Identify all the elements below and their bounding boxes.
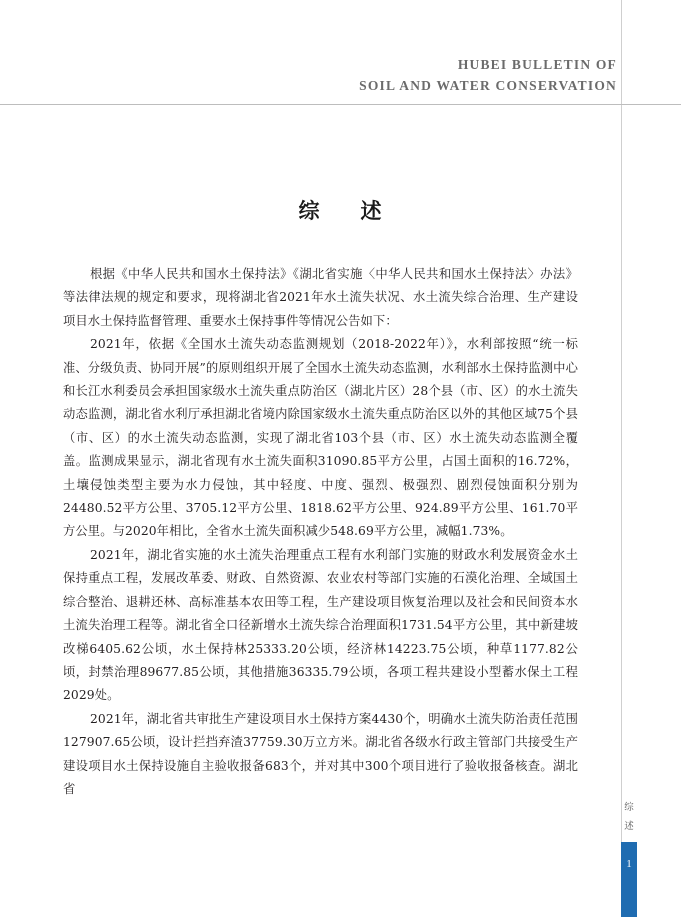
journal-header <box>359 54 617 96</box>
page-title-char-1: 综 <box>298 199 321 223</box>
page-title-char-2: 述 <box>360 199 383 223</box>
header-divider-line <box>0 104 681 105</box>
journal-title-line-1: HUBEI BULLETIN OF <box>457 57 617 72</box>
paragraph-projects: 2021年，湖北省共审批生产建设项目水土保持方案4430个，明确水土流失防治责任范围127907.65公顷，设计拦挡弃渣37759.30万立方米。湖北省各级水行政主管部门共接受生产建设项目水土保持设施自主验收报备683个，并对其中300个项目进行了验收报备核查。湖北省 <box>63 711 578 796</box>
section-side-label-char-1: 综 <box>624 802 634 813</box>
margin-divider-line <box>621 0 622 917</box>
journal-title-line-2: SOIL AND WATER CONSERVATION <box>359 78 617 93</box>
page-number: 1 <box>626 858 632 870</box>
paragraph-intro: 根据《中华人民共和国水土保持法》《湖北省实施〈中华人民共和国水土保持法〉办法》等法律法规的规定和要求，现将湖北省2021年水土流失状况、水土流失综合治理、生产建设项目水土保持监督管理、重要水土保持事件等情况公告如下： <box>63 267 578 328</box>
page-title <box>0 195 681 225</box>
section-side-label <box>621 798 637 836</box>
body-text <box>63 263 578 801</box>
section-side-label-char-2: 述 <box>624 821 634 832</box>
paragraph-treatment: 2021年，湖北省实施的水土流失治理重点工程有水利部门实施的财政水利发展资金水土保持重点工程，发展改革委、财政、自然资源、农业农村等部门实施的石漠化治理、全域国土综合整治、退耕还林、高标准基本农田等工程，生产建设项目恢复治理以及社会和民间资本水土流失治理工程等。湖北省全口径新增水土流失综合治理面积1731.54平方公里，其中新建坡改梯6405.62公顷，水土保持林25333.20公顷，经济林14223.75公顷，种草1177.82公顷，封禁治理89677.85公顷，其他措施36335.79公顷，各项工程共建设小型蓄水保土工程2029处。 <box>63 547 578 703</box>
paragraph-monitoring: 2021年，依据《全国水土流失动态监测规划（2018-2022年）》，水利部按照“统一标准、分级负责、协同开展”的原则组织开展了全国水土流失动态监测，水利部水土保持监测中心和长江水利委员会承担国家级水土流失重点防治区（湖北片区）28个县（市、区）的水土流失动态监测，湖北省水利厅承担湖北省境内除国家级水土流失重点防治区以外的其他区域75个县（市、区）的水土流失动态监测，实现了湖北省103个县（市、区）水土流失动态监测全覆盖。监测成果显示，湖北省现有水土流失面积31090.85平方公里，占国土面积的16.72%，土壤侵蚀类型主要为水力侵蚀，其中轻度、中度、强烈、极强烈、剧烈侵蚀面积分别为24480.52平方公里、3705.12平方公里、1818.62平方公里、924.89平方公里、161.70平方公里。与2020年相比，全省水土流失面积减少548.69平方公里，减幅1.73%。 <box>63 337 578 539</box>
page-number-tab <box>621 842 637 917</box>
